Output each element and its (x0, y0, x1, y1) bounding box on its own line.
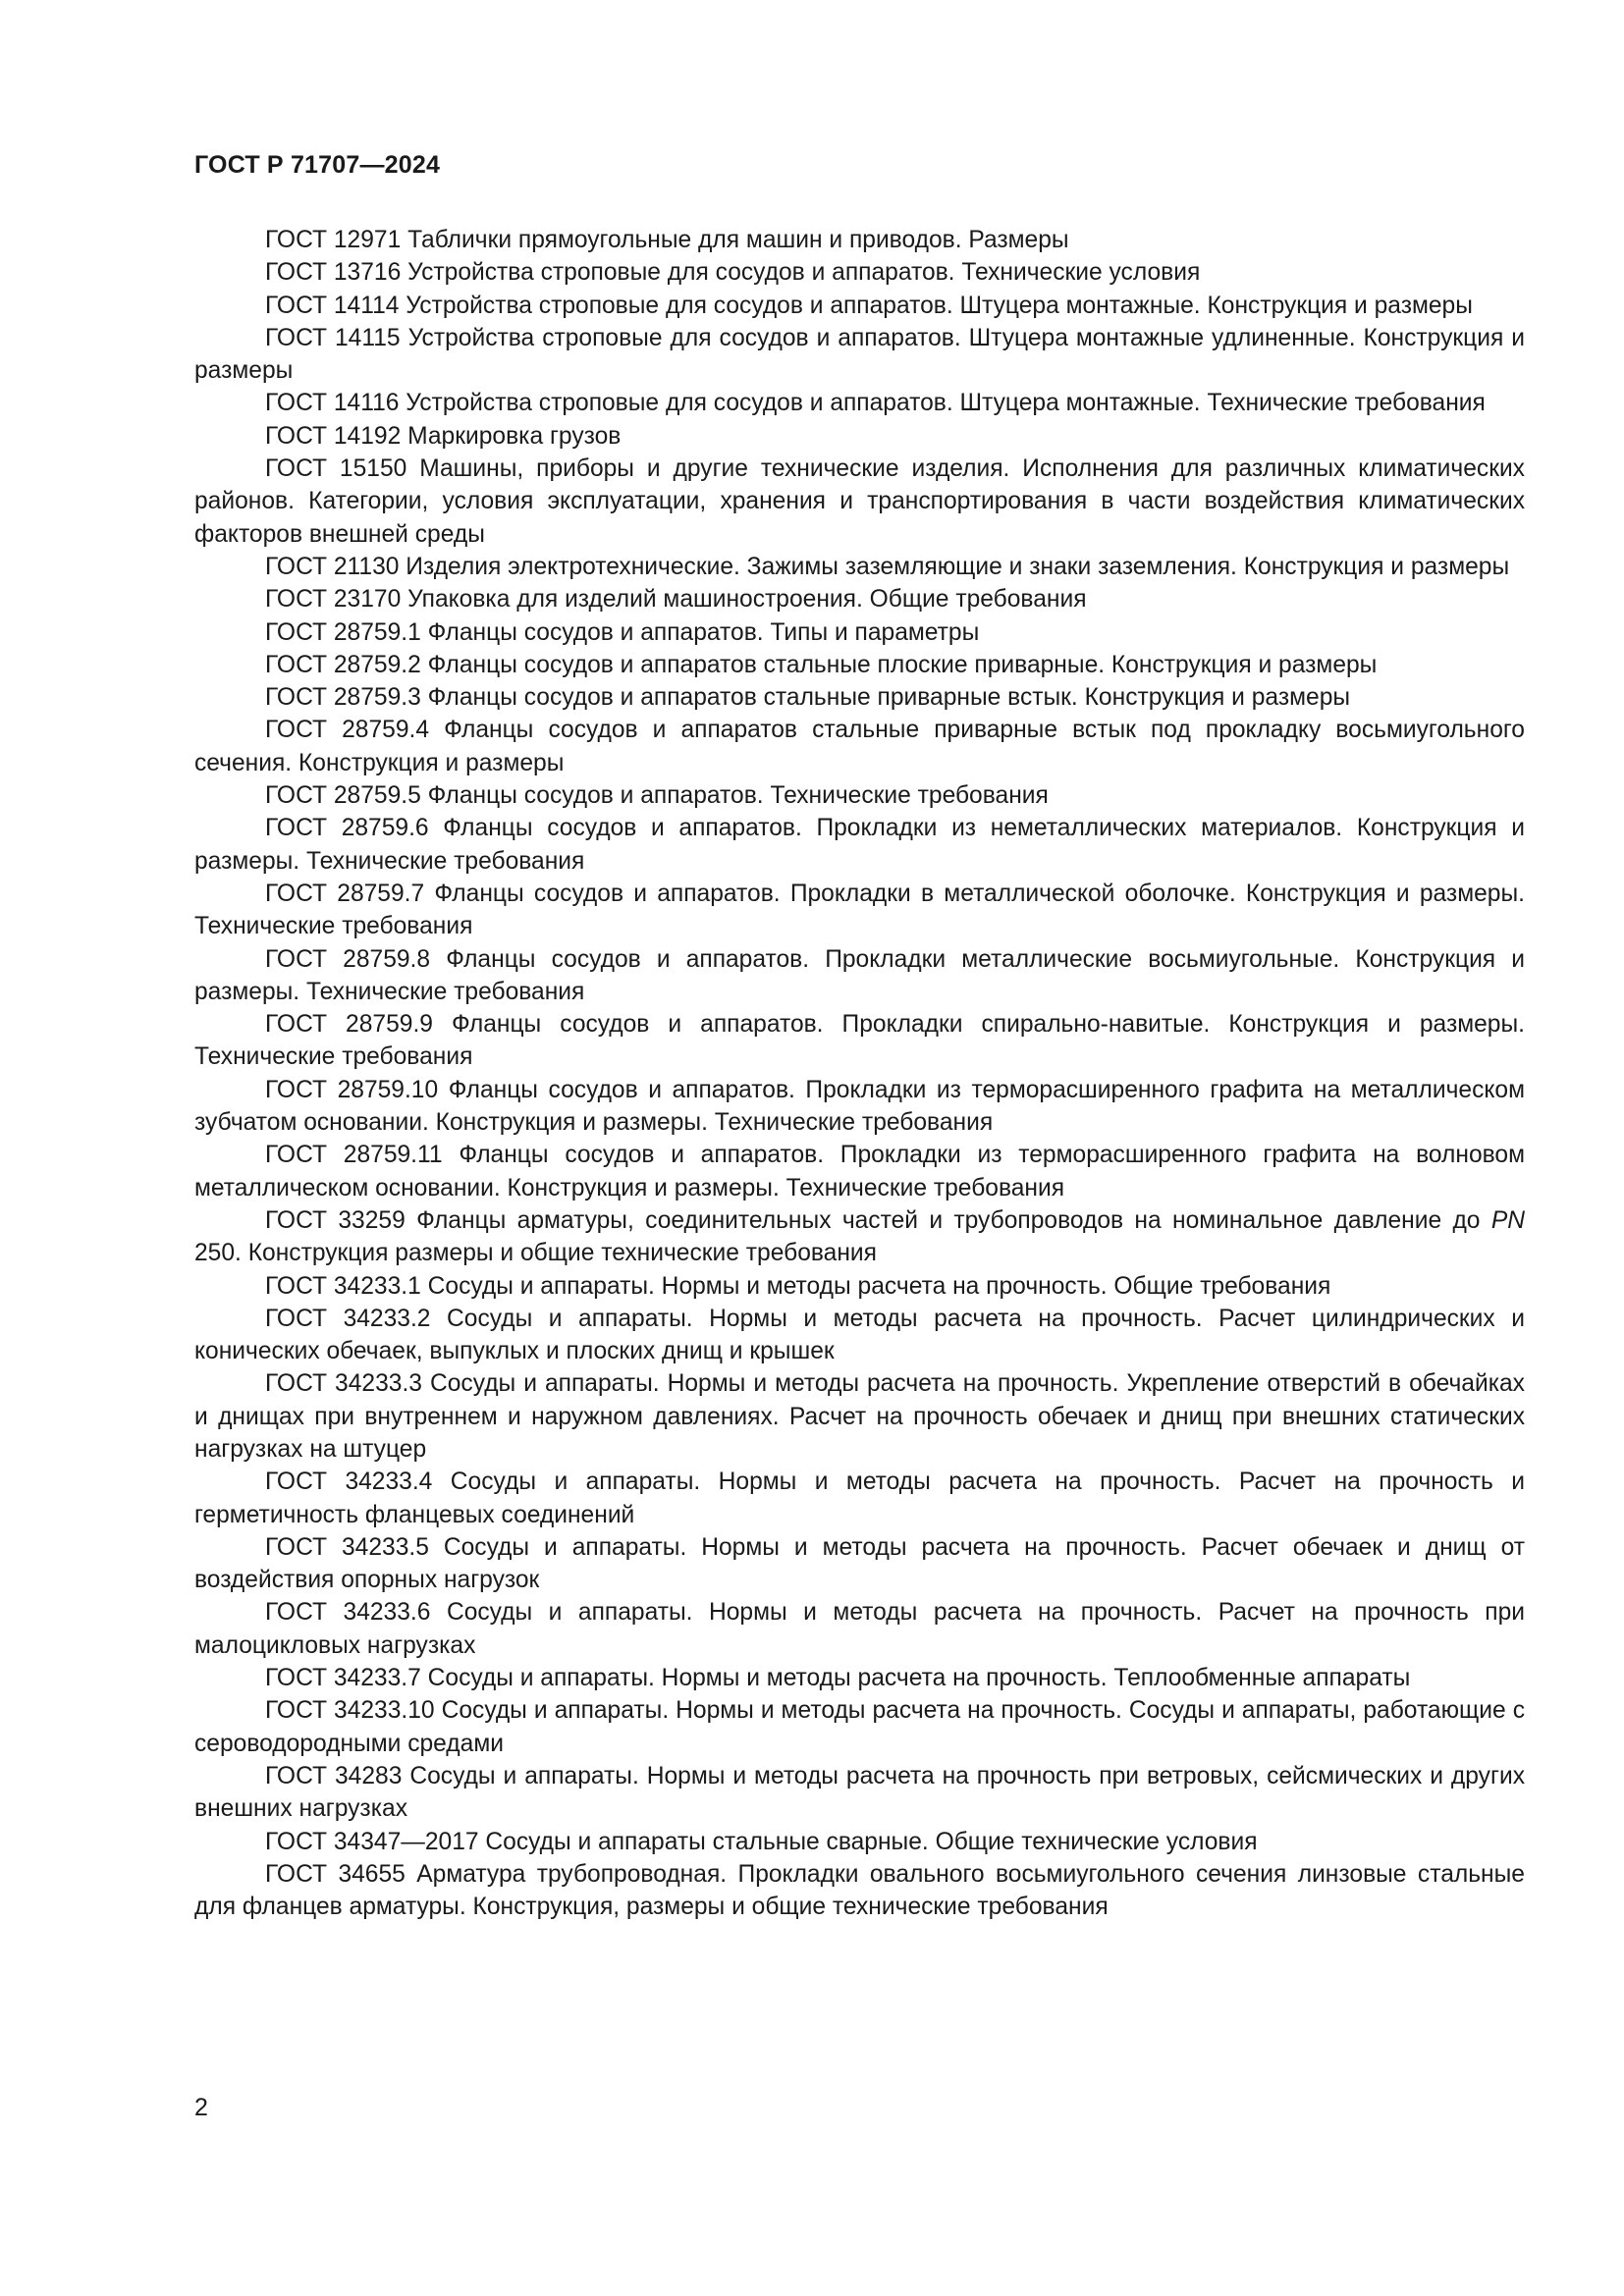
reference-code: ГОСТ 13716 (265, 259, 402, 287)
reference-item (194, 878, 1525, 943)
reference-title: Сосуды и аппараты. Нормы и методы расчета на прочность. Расчет обечаек и днищ от воздействия опорных нагрузок (194, 1533, 1525, 1594)
reference-code: ГОСТ 14114 (265, 292, 400, 319)
reference-title: Арматура трубопроводная. Прокладки овального восьмиугольного сечения линзовые стальные для фланцев арматуры. Конструкция, размеры и общие технические требования (194, 1860, 1525, 1921)
reference-code: ГОСТ 33259 (265, 1206, 406, 1234)
reference-title: Фланцы сосудов и аппаратов. Прокладки в металлической оболочке. Конструкция и размеры. Технические требования (194, 880, 1525, 940)
reference-title: Упаковка для изделий машиностроения. Общие требования (407, 586, 1087, 614)
reference-item (194, 1367, 1525, 1466)
reference-item (194, 1139, 1525, 1204)
reference-code: ГОСТ 34233.5 (265, 1533, 429, 1561)
reference-code: ГОСТ 34233.2 (265, 1305, 431, 1332)
reference-title: Сосуды и аппараты. Нормы и методы расчета на прочность. Сосуды и аппараты, работающие с сероводородными средами (194, 1697, 1525, 1757)
reference-title: Фланцы сосудов и аппаратов. Прокладки из терморасширенного графита на волновом металлическом основании. Конструкция и размеры. Технические требования (194, 1142, 1526, 1201)
reference-item (194, 714, 1525, 779)
reference-code: ГОСТ 28759.8 (265, 945, 431, 973)
reference-item (194, 1008, 1525, 1074)
reference-title: Сосуды и аппараты. Нормы и методы расчета на прочность. Укрепление отверстий в обечайках и днищах при внутреннем и наружном давлениях. Расчет на прочность обечаек и днищ при внешних статических нагрузках на штуцер (194, 1370, 1525, 1463)
reference-title: Фланцы сосудов и аппаратов. Прокладки из неметаллических материалов. Конструкция и размеры. Технические требования (194, 815, 1525, 875)
reference-item (194, 1531, 1525, 1597)
reference-code: ГОСТ 34233.6 (265, 1599, 431, 1627)
reference-code: ГОСТ 28759.5 (265, 782, 421, 810)
reference-code: ГОСТ 28759.9 (265, 1011, 433, 1039)
reference-title: Сосуды и аппараты. Нормы и методы расчета на прочность. Расчет цилиндрических и конических обечаек, выпуклых и плоских днищ и крышек (194, 1305, 1525, 1365)
reference-item (194, 779, 1525, 812)
reference-title: Фланцы сосудов и аппаратов стальные приварные встык. Конструкция и размеры (427, 684, 1351, 712)
reference-item (194, 387, 1525, 419)
reference-code: ГОСТ 34347—2017 (265, 1828, 479, 1855)
reference-item (194, 812, 1525, 878)
reference-title: Сосуды и аппараты. Нормы и методы расчета на прочность. Расчет на прочность при малоцикловых нагрузках (194, 1599, 1525, 1659)
reference-code: ГОСТ 12971 (265, 227, 402, 253)
reference-code: ГОСТ 34233.4 (265, 1468, 433, 1496)
reference-item (194, 649, 1525, 681)
reference-title: Сосуды и аппараты стальные сварные. Общие технические условия (485, 1828, 1258, 1855)
reference-code: ГОСТ 34233.7 (265, 1665, 421, 1692)
reference-title: Машины, приборы и другие технические изделия. Исполнения для различных климатических районов. Категории, условия эксплуатации, хранения и транспортирования в части воздействия климатических факторов внешней среды (194, 455, 1525, 548)
reference-item (194, 453, 1525, 551)
normative-references-list (194, 224, 1525, 1923)
reference-title: Устройства строповые для сосудов и аппаратов. Штуцера монтажные. Конструкция и размеры (406, 292, 1473, 319)
reference-title: Фланцы сосудов и аппаратов. Технические требования (427, 782, 1049, 810)
reference-item (194, 1074, 1525, 1140)
reference-item (194, 1760, 1525, 1826)
reference-code: ГОСТ 28759.2 (265, 651, 421, 678)
reference-title: Фланцы сосудов и аппаратов стальные приварные встык под прокладку восьмиугольного сечения. Конструкция и размеры (194, 717, 1525, 776)
reference-title-part: Фланцы арматуры, соединительных частей и трубопроводов на номинальное давление до (416, 1206, 1491, 1234)
reference-item (194, 1303, 1525, 1368)
reference-item (194, 1826, 1525, 1858)
reference-title: Изделия электротехнические. Зажимы заземляющие и знаки заземления. Конструкция и размеры (406, 553, 1510, 580)
reference-code: ГОСТ 34233.1 (265, 1272, 421, 1300)
reference-item (194, 224, 1525, 256)
reference-item (194, 681, 1525, 714)
reference-title: Фланцы сосудов и аппаратов. Прокладки спирально-навитые. Конструкция и размеры. Технические требования (194, 1011, 1525, 1071)
reference-item (194, 290, 1525, 322)
reference-title: Сосуды и аппараты. Нормы и методы расчета на прочность. Расчет на прочность и герметичность фланцевых соединений (194, 1468, 1525, 1528)
reference-item (194, 322, 1525, 388)
reference-code: ГОСТ 21130 (265, 553, 400, 580)
document-header: ГОСТ Р 71707—2024 (194, 151, 441, 179)
reference-item (194, 256, 1525, 289)
reference-code: ГОСТ 28759.7 (265, 880, 425, 907)
reference-title: Сосуды и аппараты. Нормы и методы расчета на прочность при ветровых, сейсмических и других внешних нагрузках (194, 1762, 1525, 1823)
reference-item (194, 420, 1525, 453)
reference-title: Устройства строповые для сосудов и аппаратов. Штуцера монтажные удлиненные. Конструкция и размеры (194, 324, 1525, 385)
reference-code: ГОСТ 34233.3 (265, 1370, 422, 1398)
reference-item (194, 1270, 1525, 1303)
reference-item (194, 551, 1525, 583)
reference-code: ГОСТ 34283 (265, 1762, 403, 1789)
reference-code: ГОСТ 28759.6 (265, 815, 429, 842)
reference-item (194, 1858, 1525, 1924)
reference-item (194, 1204, 1525, 1270)
reference-code: ГОСТ 28759.11 (265, 1142, 443, 1169)
reference-title-part: 250. Конструкция размеры и общие технические требования (194, 1240, 877, 1267)
reference-title: Устройства строповые для сосудов и аппаратов. Штуцера монтажные. Технические требования (406, 390, 1486, 417)
reference-code: ГОСТ 34655 (265, 1860, 406, 1888)
reference-item (194, 1662, 1525, 1694)
reference-code: ГОСТ 34233.10 (265, 1697, 435, 1725)
reference-item (194, 616, 1525, 649)
reference-code: ГОСТ 28759.3 (265, 684, 421, 712)
pressure-symbol: PN (1490, 1206, 1525, 1234)
reference-title: Сосуды и аппараты. Нормы и методы расчета на прочность. Общие требования (427, 1272, 1331, 1300)
reference-item (194, 943, 1525, 1009)
reference-code: ГОСТ 14116 (265, 390, 400, 417)
reference-code: ГОСТ 23170 (265, 586, 402, 614)
reference-title: Фланцы сосудов и аппаратов. Прокладки металлические восьмиугольные. Конструкция и размеры. Технические требования (194, 945, 1525, 1005)
reference-item (194, 1466, 1525, 1531)
reference-code: ГОСТ 28759.10 (265, 1076, 439, 1103)
reference-item (194, 583, 1525, 615)
reference-code: ГОСТ 28759.4 (265, 717, 430, 744)
reference-title: Фланцы сосудов и аппаратов. Типы и параметры (427, 618, 980, 646)
reference-item (194, 1694, 1525, 1760)
reference-title: Маркировка грузов (407, 422, 622, 450)
reference-title: Таблички прямоугольные для машин и приводов. Размеры (407, 227, 1069, 253)
reference-title: Сосуды и аппараты. Нормы и методы расчета на прочность. Теплообменные аппараты (427, 1665, 1411, 1692)
reference-item (194, 1596, 1525, 1662)
reference-code: ГОСТ 14192 (265, 422, 402, 450)
reference-code: ГОСТ 15150 (265, 455, 407, 483)
reference-title: Фланцы сосудов и аппаратов стальные плоские приварные. Конструкция и размеры (427, 651, 1378, 678)
reference-title: Фланцы сосудов и аппаратов. Прокладки из терморасширенного графита на металлическом зубчатом основании. Конструкция и размеры. Технические требования (194, 1076, 1525, 1137)
page-number: 2 (194, 2094, 208, 2121)
reference-code: ГОСТ 28759.1 (265, 618, 421, 646)
reference-code: ГОСТ 14115 (265, 324, 401, 351)
reference-title: Устройства строповые для сосудов и аппаратов. Технические условия (407, 259, 1201, 287)
